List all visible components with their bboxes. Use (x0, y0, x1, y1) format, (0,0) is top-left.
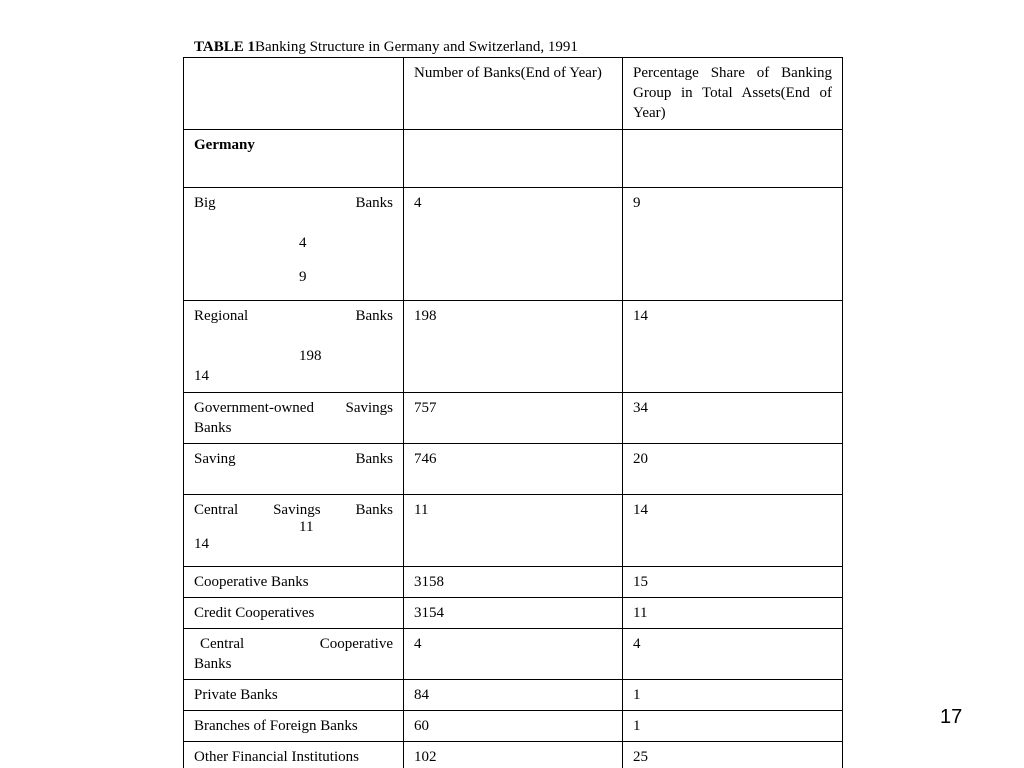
row-label-branches-foreign-banks: Branches of Foreign Banks (184, 711, 404, 742)
table-header-row (184, 58, 843, 130)
stray-value: 9 (299, 269, 307, 285)
table-caption (194, 38, 578, 56)
row-label-credit-cooperatives: Credit Cooperatives (184, 598, 404, 629)
row-label-saving-banks (184, 444, 404, 495)
row-label-part: Big (194, 195, 216, 211)
row-label-part: Banks (355, 502, 393, 518)
stray-value: 14 (194, 536, 209, 552)
row-label-central-cooperative-banks (184, 629, 404, 680)
cell-share: 1 (623, 711, 843, 742)
cell-number: 4 (404, 629, 623, 680)
stray-value: 14 (194, 368, 209, 384)
header-percentage-share: Percentage Share of Banking Group in Total Assets(End of Year) (623, 58, 843, 130)
table-row-germany (184, 130, 843, 188)
table-row-regional-banks (184, 301, 843, 393)
row-label-big-banks (184, 188, 404, 301)
cell-number: 3158 (404, 567, 623, 598)
row-label-part: Banks (355, 308, 393, 324)
cell-number: 4 (404, 188, 623, 301)
table-row-saving-banks (184, 444, 843, 495)
cell-share: 25 (623, 742, 843, 768)
row-label-part: Central (194, 502, 239, 518)
row-label-central-savings-banks (184, 495, 404, 567)
stray-value: 198 (299, 348, 322, 364)
table-row-central-savings-banks (184, 495, 843, 567)
row-label-regional-banks (184, 301, 404, 393)
cell-number: 746 (404, 444, 623, 495)
table-row-credit-cooperatives (184, 598, 843, 629)
cell-share: 34 (623, 393, 843, 444)
header-empty-cell (184, 58, 404, 130)
row-label-private-banks: Private Banks (184, 680, 404, 711)
cell-share: 9 (623, 188, 843, 301)
cell-number: 757 (404, 393, 623, 444)
table-row-private-banks (184, 680, 843, 711)
row-label-part: Saving (194, 451, 236, 467)
table-caption-label: TABLE 1 (194, 39, 255, 55)
cell-share: 14 (623, 495, 843, 567)
header-number-of-banks: Number of Banks(End of Year) (404, 58, 623, 130)
table-row-big-banks (184, 188, 843, 301)
table-row-other-financial-institutions (184, 742, 843, 768)
row-label-part: Central (200, 636, 245, 652)
cell-share: 4 (623, 629, 843, 680)
table-caption-title: Banking Structure in Germany and Switzerland, 1991 (255, 39, 578, 55)
cell-share: 20 (623, 444, 843, 495)
cell-number: 84 (404, 680, 623, 711)
row-label-cooperative-banks: Cooperative Banks (184, 567, 404, 598)
cell-share: 15 (623, 567, 843, 598)
row-label-part: Banks (355, 195, 393, 211)
cell-number: 102 (404, 742, 623, 768)
cell-share: 14 (623, 301, 843, 393)
table-row-branches-foreign-banks (184, 711, 843, 742)
table-cell (623, 130, 843, 188)
row-label-part: Regional (194, 308, 249, 324)
stray-value: 4 (299, 235, 307, 251)
banking-structure-table (183, 57, 843, 768)
table-row-central-cooperative-banks (184, 629, 843, 680)
row-label-part: Cooperative (319, 636, 393, 652)
cell-number: 198 (404, 301, 623, 393)
stray-value: 11 (299, 519, 314, 535)
table-row-cooperative-banks (184, 567, 843, 598)
row-label-part: Savings (273, 502, 321, 518)
cell-number: 60 (404, 711, 623, 742)
row-label-part: Banks (194, 656, 232, 672)
cell-number: 3154 (404, 598, 623, 629)
cell-share: 11 (623, 598, 843, 629)
cell-share: 1 (623, 680, 843, 711)
row-label-government-savings-banks: Government-owned Savings Banks (184, 393, 404, 444)
cell-number: 11 (404, 495, 623, 567)
table-row-government-savings-banks (184, 393, 843, 444)
row-label-part: Banks (355, 451, 393, 467)
page-number: 17 (940, 706, 963, 728)
table-cell (404, 130, 623, 188)
section-label-germany: Germany (184, 130, 404, 188)
row-label-other-financial-institutions: Other Financial Institutions (184, 742, 404, 768)
